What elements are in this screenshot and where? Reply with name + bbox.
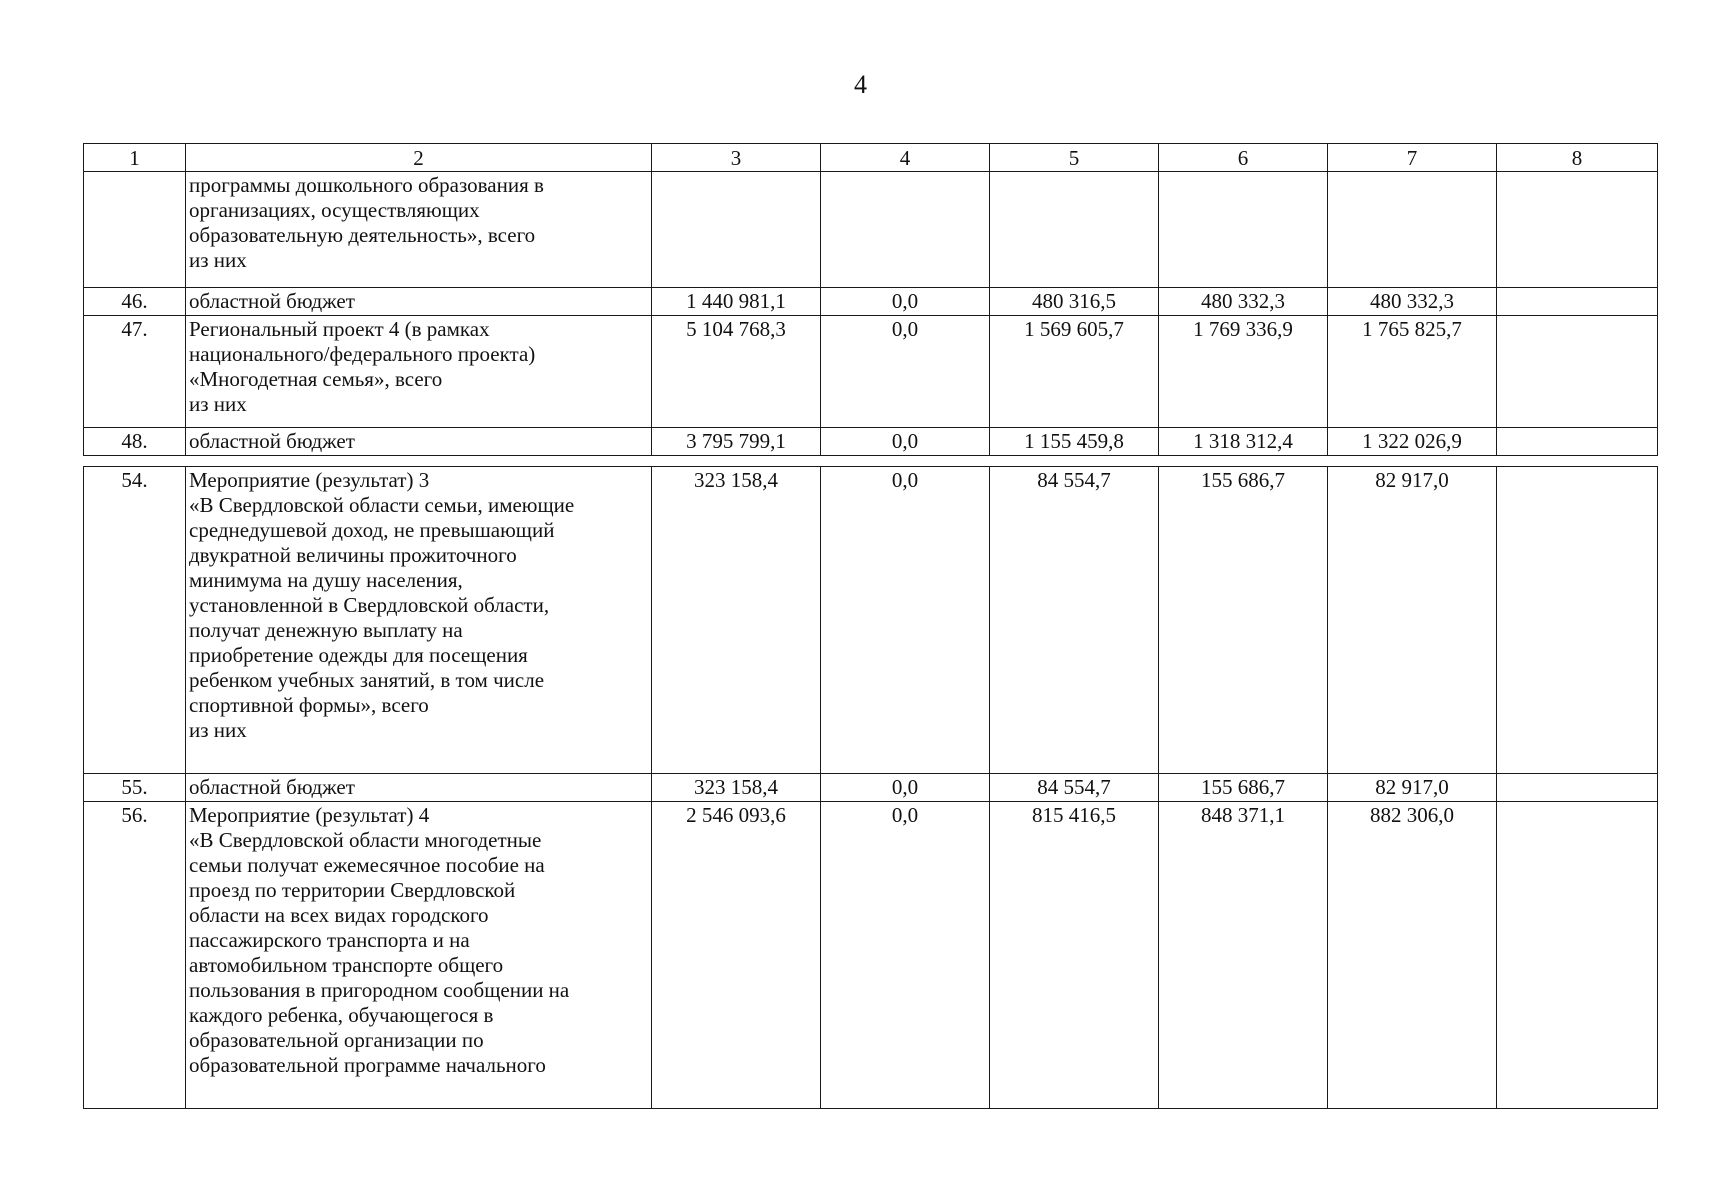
cell-col4: 0,0 [821,316,990,428]
row-description: областной бюджет [186,774,652,802]
column-header: 7 [1328,144,1497,172]
column-header: 4 [821,144,990,172]
row-number: 54. [84,467,186,774]
cell-col7: 82 917,0 [1328,774,1497,802]
cell-col7: 1 765 825,7 [1328,316,1497,428]
cell-col5 [990,172,1159,288]
cell-col3: 323 158,4 [652,467,821,774]
cell-col7: 1 322 026,9 [1328,428,1497,456]
row-description: программы дошкольного образования в организациях, осуществляющих образовательную деятельность», всего из них [186,172,652,288]
cell-col6: 1 318 312,4 [1159,428,1328,456]
row-number [84,172,186,288]
cell-col3: 3 795 799,1 [652,428,821,456]
budget-table-top [83,143,1658,456]
cell-col6: 848 371,1 [1159,802,1328,1109]
column-header: 6 [1159,144,1328,172]
cell-col7: 882 306,0 [1328,802,1497,1109]
row-description: Региональный проект 4 (в рамках национального/федерального проекта) «Многодетная семья», всего из них [186,316,652,428]
cell-col4 [821,172,990,288]
table-row [84,428,1658,456]
cell-col6: 155 686,7 [1159,467,1328,774]
cell-col6: 155 686,7 [1159,774,1328,802]
cell-col8 [1497,774,1658,802]
page-number: 4 [854,70,867,99]
table-row [84,467,1658,774]
cell-col8 [1497,802,1658,1109]
cell-col3: 5 104 768,3 [652,316,821,428]
table-row [84,774,1658,802]
column-header: 8 [1497,144,1658,172]
cell-col7: 480 332,3 [1328,288,1497,316]
cell-col8 [1497,467,1658,774]
cell-col5: 84 554,7 [990,467,1159,774]
row-number: 46. [84,288,186,316]
row-number: 47. [84,316,186,428]
cell-col8 [1497,288,1658,316]
column-header: 1 [84,144,186,172]
row-description: Мероприятие (результат) 4 «В Свердловской области многодетные семьи получат ежемесячное пособие на проезд по территории Свердловской области на всех видах городского пассажирского транспорта и на автомобильном транспорте общего пользования в пригородном сообщении на каждого ребенка, обучающегося в образовательной организации по образовательной программе начального [186,802,652,1109]
cell-col3: 2 546 093,6 [652,802,821,1109]
cell-col3: 1 440 981,1 [652,288,821,316]
row-number: 56. [84,802,186,1109]
cell-col8 [1497,172,1658,288]
row-number: 48. [84,428,186,456]
cell-col5: 815 416,5 [990,802,1159,1109]
cell-col6: 480 332,3 [1159,288,1328,316]
column-header: 3 [652,144,821,172]
cell-col4: 0,0 [821,288,990,316]
cell-col7 [1328,172,1497,288]
cell-col4: 0,0 [821,802,990,1109]
column-header: 2 [186,144,652,172]
cell-col4: 0,0 [821,774,990,802]
table-row [84,802,1658,1109]
page-number-container [0,70,1721,100]
cell-col3 [652,172,821,288]
row-description: Мероприятие (результат) 3 «В Свердловской области семьи, имеющие среднедушевой доход, не превышающий двукратной величины прожиточного минимума на душу населения, установленной в Свердловской области, получат денежную выплату на приобретение одежды для посещения ребенком учебных занятий, в том числе спортивной формы», всего из них [186,467,652,774]
cell-col5: 1 155 459,8 [990,428,1159,456]
cell-col7: 82 917,0 [1328,467,1497,774]
column-header: 5 [990,144,1159,172]
cell-col5: 84 554,7 [990,774,1159,802]
cell-col4: 0,0 [821,428,990,456]
cell-col5: 1 569 605,7 [990,316,1159,428]
cell-col8 [1497,428,1658,456]
header-row [84,144,1658,172]
cell-col6: 1 769 336,9 [1159,316,1328,428]
table-row [84,316,1658,428]
table-row [84,288,1658,316]
row-description: областной бюджет [186,288,652,316]
budget-table-bottom [83,466,1658,1109]
cell-col8 [1497,316,1658,428]
cell-col4: 0,0 [821,467,990,774]
cell-col3: 323 158,4 [652,774,821,802]
cell-col5: 480 316,5 [990,288,1159,316]
row-number: 55. [84,774,186,802]
table-row [84,172,1658,288]
cell-col6 [1159,172,1328,288]
row-description: областной бюджет [186,428,652,456]
